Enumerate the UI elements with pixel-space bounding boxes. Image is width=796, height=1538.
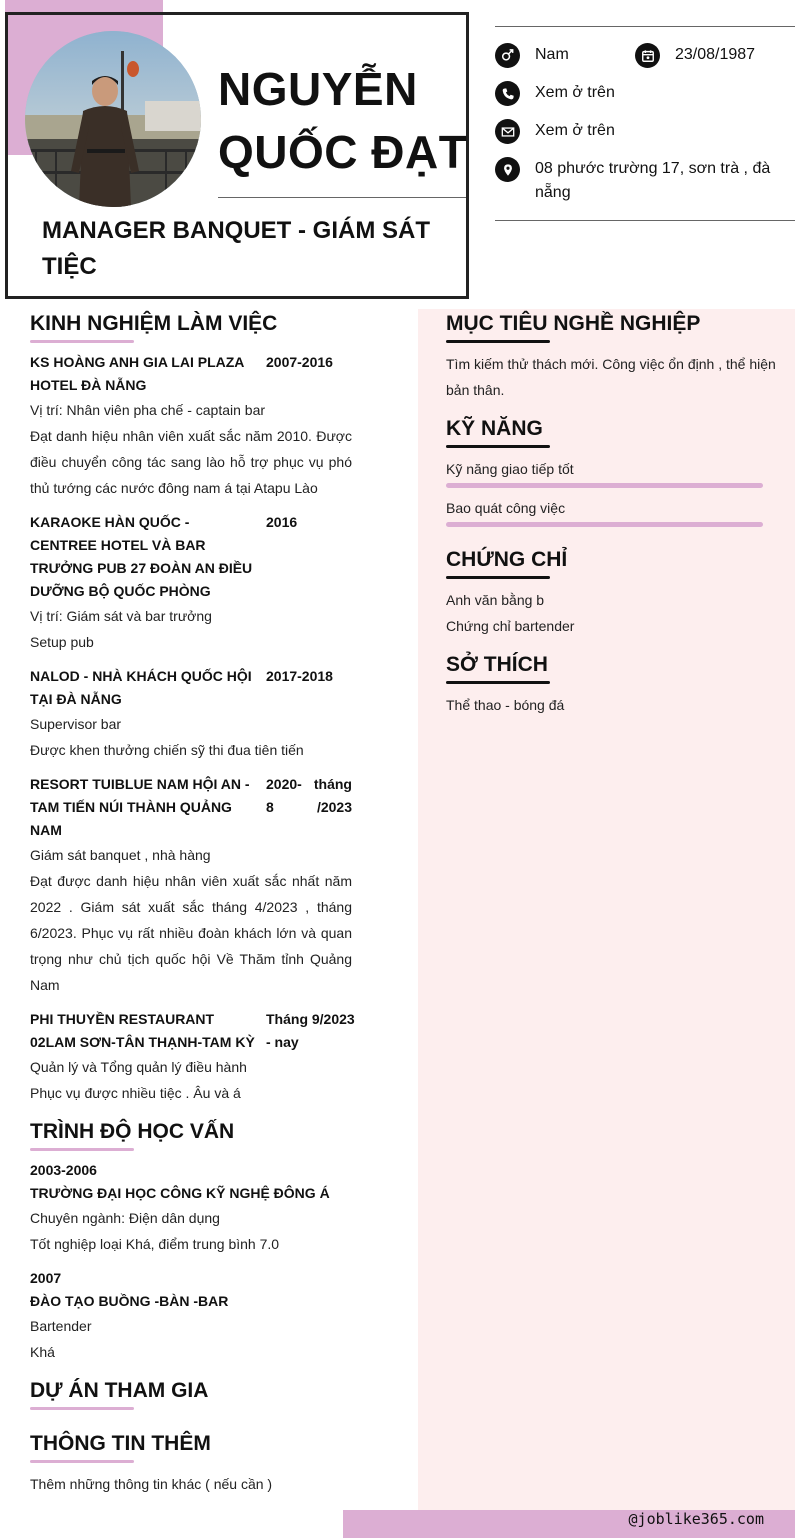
calendar-icon xyxy=(635,43,660,68)
job-company: KS HOÀNG ANH GIA LAI PLAZA HOTEL ĐÀ NẴNG xyxy=(30,354,244,393)
skill-name: Bao quát công việc xyxy=(446,500,566,516)
job-period: 2016 xyxy=(266,514,298,530)
certificates-underline xyxy=(446,576,550,579)
job-company: NALOD - NHÀ KHÁCH QUỐC HỘI TẠI ĐÀ NẴNG xyxy=(30,668,252,707)
certificates-heading: CHỨNG CHỈ xyxy=(446,548,568,571)
objective-text: Tìm kiếm thử thách mới. Công việc ổn định , thể hiện bản thân. xyxy=(446,356,776,398)
education-period: 2003-2006 xyxy=(30,1162,97,1178)
job-position: Quản lý và Tổng quản lý điều hành xyxy=(30,1059,247,1075)
job-description: Được khen thưởng chiến sỹ thi đua tiên tiến xyxy=(30,742,304,758)
education-school: TRƯỜNG ĐẠI HỌC CÔNG KỸ NGHỆ ĐÔNG Á xyxy=(30,1185,330,1201)
hobbies-text: Thể thao - bóng đá xyxy=(446,697,565,713)
contact-panel xyxy=(495,26,795,221)
job-period: 2020- tháng 8 /2023 xyxy=(266,776,352,815)
job-title: MANAGER BANQUET - GIÁM SÁT TIỆC xyxy=(42,217,430,280)
projects-heading: DỰ ÁN THAM GIA xyxy=(30,1379,209,1402)
skills-underline xyxy=(446,445,550,448)
job-position: Vị trí: Giám sát và bar trưởng xyxy=(30,608,212,624)
site-watermark: @joblike365.com xyxy=(628,1510,764,1528)
extra-info-underline xyxy=(30,1460,134,1463)
education-school: ĐÀO TẠO BUỒNG -BÀN -BAR xyxy=(30,1293,229,1309)
education-result: Khá xyxy=(30,1344,55,1360)
education-period: 2007 xyxy=(30,1270,62,1286)
education-result: Tốt nghiệp loại Khá, điểm trung bình 7.0 xyxy=(30,1236,280,1252)
job-period: 2017-2018 xyxy=(266,668,333,684)
projects-underline xyxy=(30,1407,134,1410)
skill-level-bar xyxy=(446,522,763,527)
gender-value: Nam xyxy=(535,46,569,63)
right-column-background xyxy=(418,309,795,1538)
mail-icon xyxy=(495,119,520,144)
gender-icon xyxy=(495,43,520,68)
hobbies-heading: SỞ THÍCH xyxy=(446,653,548,676)
location-pin-icon xyxy=(495,157,520,182)
skill-name: Kỹ năng giao tiếp tốt xyxy=(446,461,574,477)
birthday-value: 23/08/1987 xyxy=(675,46,756,63)
experience-underline xyxy=(30,340,134,343)
job-company: KARAOKE HÀN QUỐC -CENTREE HOTEL VÀ BAR TRƯỞNG PUB 27 ĐOÀN AN ĐIỀU DƯỠNG BỘ QUỐC PHÒNG xyxy=(30,514,253,599)
job-period: Tháng 9/2023 - nay xyxy=(266,1011,355,1050)
contact-birthday xyxy=(635,43,755,68)
objective-underline xyxy=(446,340,550,343)
job-company: RESORT TUIBLUE NAM HỘI AN - TAM TIẾN NÚI THÀNH QUẢNG NAM xyxy=(30,776,250,838)
hobbies-underline xyxy=(446,681,550,684)
email-value: Xem ở trên xyxy=(535,122,615,139)
job-description: Phục vụ được nhiều tiệc . Âu và á xyxy=(30,1085,241,1101)
skills-heading: KỸ NĂNG xyxy=(446,417,543,440)
job-description: Đạt được danh hiệu nhân viên xuất sắc nhất năm 2022 . Giám sát xuất sắc tháng 4/2023 , tháng 6/2023. Phục vụ rất nhiều đoàn khách lớn và quan trọng như chủ tịch quốc hội Về Thăm tỉnh Quảng Nam xyxy=(30,873,352,993)
phone-icon xyxy=(495,81,520,106)
job-description: Đạt danh hiệu nhân viên xuất sắc năm 2010. Được điều chuyển công tác sang lào hỗ trợ phục vụ phó thủ tướng các nước đông nam á tại Atapu Lào xyxy=(30,428,352,496)
phone-value: Xem ở trên xyxy=(535,84,615,101)
contact-gender xyxy=(495,43,569,68)
candidate-name: NGUYỄN QUỐC ĐẠT xyxy=(218,63,468,178)
job-description: Setup pub xyxy=(30,634,94,650)
extra-info-heading: THÔNG TIN THÊM xyxy=(30,1432,211,1455)
contact-phone xyxy=(495,81,615,106)
experience-heading: KINH NGHIỆM LÀM VIỆC xyxy=(30,312,278,335)
profile-photo xyxy=(25,31,201,207)
job-position: Giám sát banquet , nhà hàng xyxy=(30,847,211,863)
education-major: Bartender xyxy=(30,1318,92,1334)
objective-heading: MỤC TIÊU NGHỀ NGHIỆP xyxy=(446,312,701,335)
education-major: Chuyên ngành: Điện dân dụng xyxy=(30,1210,220,1226)
address-value: 08 phước trường 17, sơn trà , đà nẵng xyxy=(535,160,771,201)
education-heading: TRÌNH ĐỘ HỌC VẤN xyxy=(30,1120,235,1143)
contact-email xyxy=(495,119,615,144)
skill-level-bar xyxy=(446,483,763,488)
name-divider xyxy=(218,197,466,198)
education-underline xyxy=(30,1148,134,1151)
certificate-item: Chứng chỉ bartender xyxy=(446,618,575,634)
job-company: PHI THUYỀN RESTAURANT 02LAM SƠN-TÂN THẠNH-TAM KỲ xyxy=(30,1011,255,1050)
avatar xyxy=(25,31,201,207)
job-period: 2007-2016 xyxy=(266,354,333,370)
job-position: Supervisor bar xyxy=(30,716,122,732)
job-position: Vị trí: Nhân viên pha chế - captain bar xyxy=(30,402,266,418)
certificate-item: Anh văn bằng b xyxy=(446,592,545,608)
contact-address xyxy=(495,157,785,205)
extra-info-text: Thêm những thông tin khác ( nếu cần ) xyxy=(30,1476,273,1492)
